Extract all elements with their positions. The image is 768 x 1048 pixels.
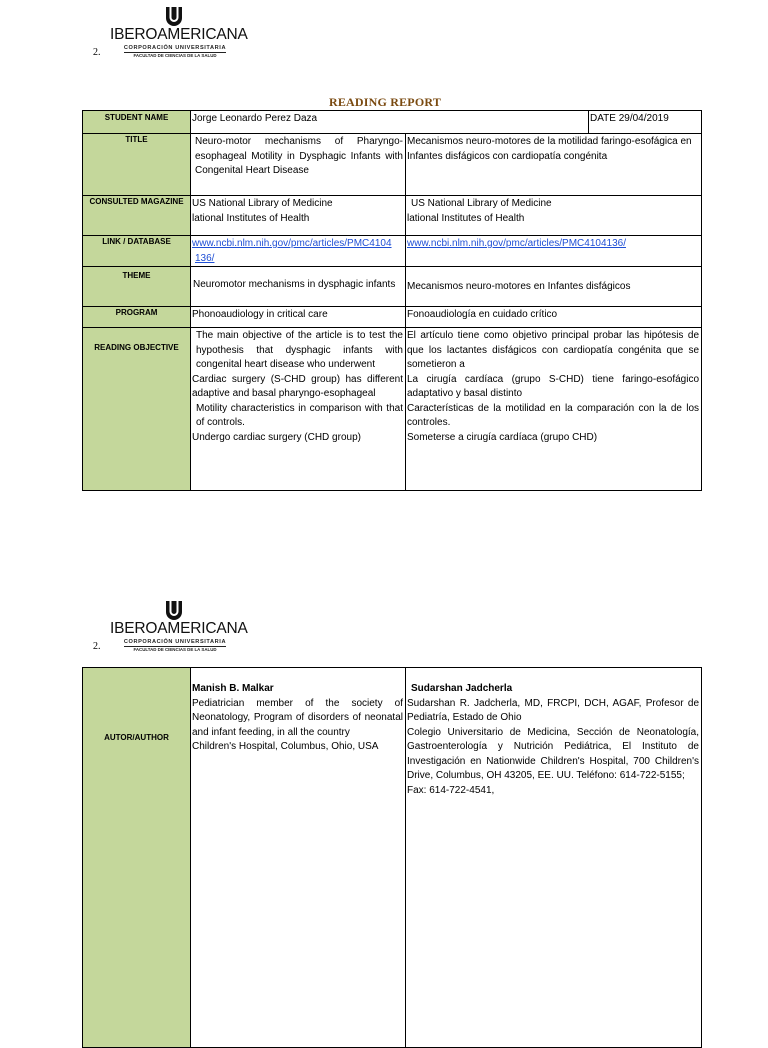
objective-english [191,328,405,445]
author2-fax: Fax: 614-722-4541, [407,784,495,796]
row-program [83,307,702,328]
theme-english: Neuromotor mechanisms in dysphagic infants [193,279,396,290]
link-english [191,236,405,266]
row-theme [83,267,702,307]
row-link [83,236,702,267]
magazine-label: CONSULTED MAGAZINE [83,196,191,236]
page-number-2: 2. [93,641,101,652]
objective-spanish-para1: El artículo tiene como objetivo principal probar las hipótesis de que los lactantes disfágicos con cardiopatía congénita que se sometieron a [407,330,700,370]
magazine-spanish [406,196,701,226]
row-student-name [83,111,702,134]
author2-title: Sudarshan R. Jadcherla, MD, FRCPI, DCH, AGAF, Profesor de Pediatría, Estado de Ohio [407,697,699,723]
objective-english-para2: Cardiac surgery (S-CHD group) has different adaptive and basal pharyngo-esophageal [192,373,403,399]
objective-english-para3: Motility characteristics in comparison with that of controls. [196,402,403,428]
logo-wordmark: IBEROAMERICANA [110,26,248,43]
logo-faculty: FACULTAD DE CIENCIAS DE LA SALUD [133,647,217,652]
logo-subtitle: CORPORACIÓN UNIVERSITARIA [123,45,227,51]
program-english: Phonoaudiology in critical care [192,309,328,320]
objective-spanish-para2: La cirugía cardíaca (grupo S-CHD) tiene faringo-esofágico adaptativo y basal distinto [407,373,700,399]
magazine-english-line2: lational Institutes of Health [192,212,310,224]
author-label: AUTOR/AUTHOR [83,668,191,1048]
theme-label: THEME [83,267,191,307]
student-name-label: STUDENT NAME [83,111,191,134]
row-author [83,668,702,1048]
logo-faculty: FACULTAD DE CIENCIAS DE LA SALUD [133,53,217,58]
objective-english-para1: The main objective of the article is to test the hypothesis that dysphagic infants with congenital heart disease who underwent [196,330,403,370]
title-label: TITLE [83,134,191,196]
author2-block [406,668,701,798]
program-label: PROGRAM [83,307,191,328]
author1-affiliation: Children's Hospital, Columbus, Ohio, USA [192,741,379,752]
author-table [82,667,702,1048]
magazine-english-line1: US National Library of Medicine [192,198,333,209]
author1-description: Pediatrician member of the society of Neonatology, Program of disorders of neonatal and infant feeding, in all the country [192,697,403,738]
page-number: 2. [93,47,101,58]
report-title: READING REPORT [328,95,442,109]
logo-subtitle: CORPORACIÓN UNIVERSITARIA [123,639,227,645]
iberoamericana-logo-2 [110,600,248,652]
university-shield-icon [165,6,183,26]
objective-english-para4: Undergo cardiac surgery (CHD group) [192,431,361,443]
theme-spanish: Mecanismos neuro-motores en Infantes disfágicos [407,281,631,292]
magazine-spanish-line2: lational Institutes of Health [407,212,525,224]
objective-spanish-para4: Someterse a cirugía cardíaca (grupo CHD) [407,431,598,443]
row-reading-objective [83,328,702,491]
objective-spanish [406,328,701,445]
logo-wordmark: IBEROAMERICANA [110,620,248,637]
objective-spanish-para3: Características de la motilidad en la comparación con la de los controles. [407,402,700,428]
row-title [83,134,702,196]
link-label: LINK / DATABASE [83,236,191,267]
title-spanish: Mecanismos neuro-motores de la motilidad faringo-esofágica en Infantes disfágicos con cardiopatía congénita [407,136,692,162]
title-english: Neuro-motor mechanisms of Pharyngo-esophageal Motility in Dysphagic Infants with Congenital Heart Disease [195,136,403,176]
link-spanish[interactable]: www.ncbi.nlm.nih.gov/pmc/articles/PMC4104136/ [407,238,626,249]
date-value: DATE 29/04/2019 [590,113,669,124]
reading-report-table [82,110,702,491]
author1-block [191,668,405,755]
author2-name: Sudarshan Jadcherla [411,683,513,694]
link-english-line2[interactable]: 136/ [195,252,215,264]
author1-name: Manish B. Malkar [192,683,274,694]
student-name-value: Jorge Leonardo Perez Daza [192,113,318,124]
magazine-english [191,196,405,226]
reading-objective-label: READING OBJECTIVE [83,328,191,491]
row-magazine [83,196,702,236]
link-english-line1[interactable]: www.ncbi.nlm.nih.gov/pmc/articles/PMC4104 [192,238,392,249]
iberoamericana-logo [110,6,248,58]
magazine-spanish-line1: US National Library of Medicine [411,198,552,209]
university-shield-icon [165,600,183,620]
author2-address: Colegio Universitario de Medicina, Sección de Neonatología, Gastroenterología y Nutrición Pediátrica, El Instituto de Investigación en Nationwide Children's Hospital, 700 Children's Drive, Columbus, OH 43205, EE. UU. Teléfono: 614-722-5155; [407,726,699,781]
program-spanish: Fonoaudiología en cuidado crítico [407,309,558,320]
